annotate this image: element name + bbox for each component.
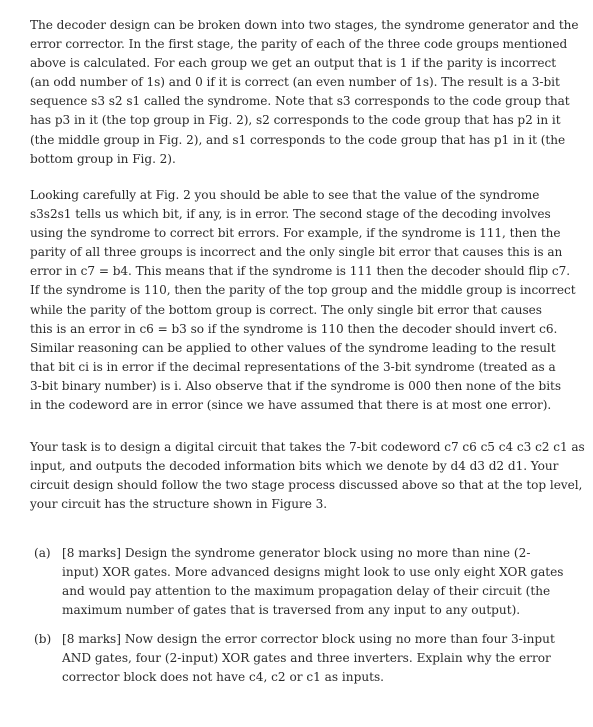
question-a <box>34 544 564 620</box>
text-line: above is calculated. For each group we get an output that is 1 if the parity is incorrect <box>30 56 557 71</box>
question-b <box>34 630 564 687</box>
question-line: [8 marks] Now design the error corrector block using no more than four 3-input <box>62 632 555 646</box>
text-line: parity of all three groups is incorrect and the only single bit error that causes this is an <box>30 245 563 260</box>
question-line: maximum number of gates that is traversed from any input to any output). <box>62 603 521 618</box>
text-line: while the parity of the bottom group is correct. The only single bit error that causes <box>30 302 542 317</box>
question-line: AND gates, four (2-input) XOR gates and three inverters. Explain why the error <box>62 651 551 666</box>
text-line: that bit ci is in error if the decimal representations of the 3-bit syndrome (treated as a <box>30 359 556 374</box>
question-label: (b) <box>34 632 52 646</box>
text-line: Your task is to design a digital circuit that takes the 7-bit codeword c7 c6 c5 c4 c3 c2 c1 as <box>30 440 585 454</box>
text-line: error in c7 = b4. This means that if the syndrome is 111 then the decoder should flip c7. <box>30 264 571 279</box>
text-line: 3-bit binary number) is i. Also observe that if the syndrome is 000 then none of the bits <box>30 378 561 393</box>
question-line: corrector block does not have c4, c2 or c1 as inputs. <box>62 670 385 685</box>
text-line: Looking carefully at Fig. 2 you should be able to see that the value of the syndrome <box>30 188 540 202</box>
text-line: sequence s3 s2 s1 called the syndrome. Note that s3 corresponds to the code group that <box>30 94 570 109</box>
question-label: (a) <box>34 546 51 560</box>
question-line: [8 marks] Design the syndrome generator block using no more than nine (2- <box>62 546 531 560</box>
paragraph-syndrome-correction <box>30 186 576 415</box>
text-line: using the syndrome to correct bit errors. For example, if the syndrome is 111, then the <box>30 226 561 241</box>
text-line: has p3 in it (the top group in Fig. 2), s2 corresponds to the code group that has p2 in it <box>30 113 561 128</box>
text-line: The decoder design can be broken down into two stages, the syndrome generator and the <box>30 18 579 32</box>
text-line: s3s2s1 tells us which bit, if any, is in error. The second stage of the decoding involves <box>30 207 551 222</box>
question-line: and would pay attention to the maximum propagation delay of their circuit (the <box>62 584 551 599</box>
text-line: bottom group in Fig. 2). <box>30 151 176 166</box>
paragraph-task <box>30 438 585 514</box>
text-line: this is an error in c6 = b3 so if the syndrome is 110 then the decoder should invert c6. <box>30 321 558 336</box>
text-line: (the middle group in Fig. 2), and s1 corresponds to the code group that has p1 in it (the <box>30 132 566 147</box>
text-line: Similar reasoning can be applied to other values of the syndrome leading to the result <box>30 340 556 355</box>
text-line: If the syndrome is 110, then the parity of the top group and the middle group is incorrect <box>30 283 576 298</box>
text-line: error corrector. In the first stage, the parity of each of the three code groups mentioned <box>30 37 568 52</box>
text-line: your circuit has the structure shown in Figure 3. <box>30 497 328 512</box>
paragraph-decoder-stages <box>30 16 579 169</box>
text-line: input, and outputs the decoded information bits which we denote by d4 d3 d2 d1. Your <box>30 459 559 474</box>
question-line: input) XOR gates. More advanced designs might look to use only eight XOR gates <box>62 565 564 580</box>
text-line: circuit design should follow the two stage process discussed above so that at the top level, <box>30 478 583 493</box>
text-line: in the codeword are in error (since we have assumed that there is at most one error). <box>30 398 552 413</box>
text-line: (an odd number of 1s) and 0 if it is correct (an even number of 1s). The result is a 3-bit <box>30 75 560 90</box>
